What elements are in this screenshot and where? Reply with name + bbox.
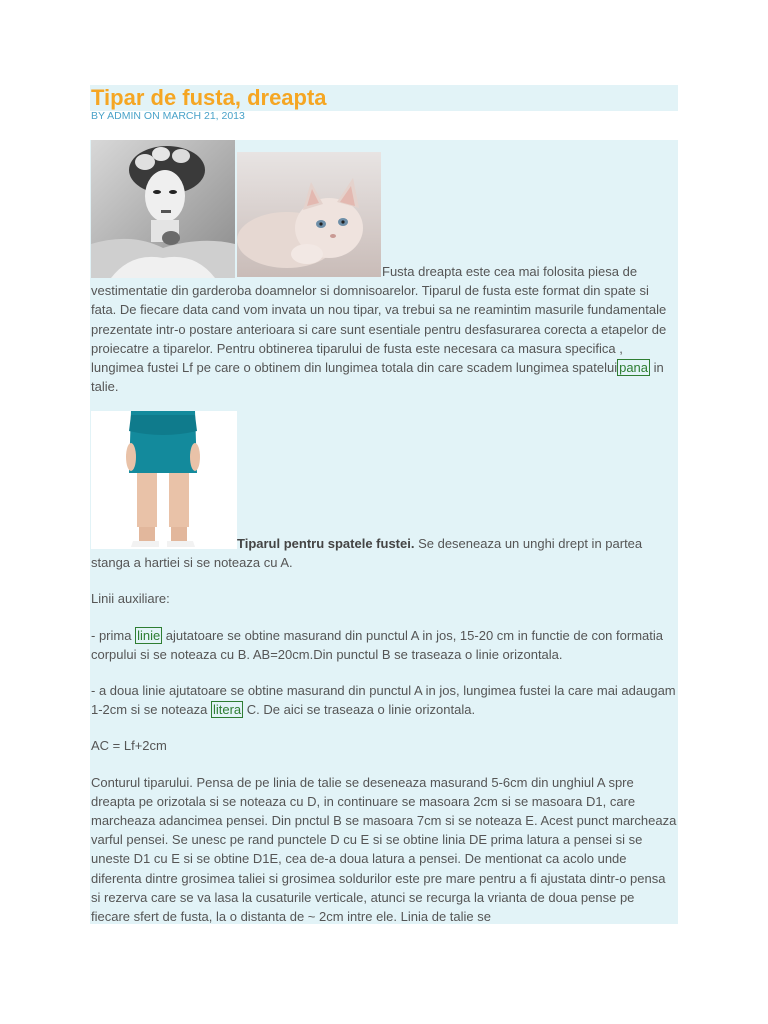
article-content <box>90 140 678 924</box>
vintage-portrait-photo <box>91 140 235 278</box>
keyword-link-linie[interactable]: linie <box>137 627 161 643</box>
kitten-photo <box>237 152 381 277</box>
intro-text: Fusta dreapta este cea mai folosita piesa de vestimentatie din garderoba doamnelor si domnisoarelor. Tiparul de fusta este format din spate si fata. De fiecare data cand vom invata un nou tipar, va trebui sa ne reamintim masurile fundamentale prezentate intr-o postare anterioara si care sunt esentiale pentru desfasurarea corecta a etapelor de proiecatre a tiparelor. Pentru obtinerea tiparului de fusta este necesara ca masura specifica , lungimea fustei Lf pe care o obtinem din lungimea totala din care scadem lungimea spatelui <box>91 264 667 376</box>
second-line-text-end: C. De aici se traseaza o linie orizontala. <box>243 702 476 718</box>
article-title[interactable]: Tipar de fusta, dreapta <box>91 85 327 110</box>
contour-paragraph: Conturul tiparului. Pensa de pe linia de talie se deseneaza masurand 5-6cm din unghiul A spre dreapta pe orizotala si se noteaza cu D, in continuare se masoara 2cm si se masoara D1, care marcheaza adancimea pensei. Din pnctul B se masoara 7cm si se noteaza E. Acest punct marcheaza varful pensei. Se unesc pe rand punctele D cu E si se obtine linia DE prima latura a pensei si se uneste D1 cu E si se obtine D1E, cea de-a doua latura a pensei. De mentionat ca acolo unde diferenta dintre grosimea taliei si grosimea soldurilor este pre mare pentru a fi ajustata dintr-o pensa si rezerva care se va lasa la cusaturile verticale, atunci se recurga la vrianta de doua pense pe fiecare sfert de fusta, la o distanta de ~ 2cm intre ele. Linia de talie se <box>91 774 677 924</box>
intro-text-end: in talie. <box>91 360 664 395</box>
article-byline[interactable]: BY ADMIN ON MARCH 21, 2013 <box>91 110 245 122</box>
auxiliary-lines-heading: Linii auxiliare: <box>91 591 170 607</box>
back-pattern-text: Se deseneaza un unghi drept in partea stanga a hartiei si se noteaza cu A. <box>91 536 643 571</box>
first-line-text-end: ajutatoare se obtine masurand din punctul A in jos, 15-20 cm in functie de con formatia corpului si se noteaza cu B. AB=20cm.Din punctul B se traseaza o linie orizontala. <box>91 627 663 662</box>
formula-paragraph: AC = Lf+2cm <box>91 738 167 754</box>
second-line-text-start: - a doua linie ajutatoare se obtine masurand din punctul A in jos, lungimea fustei la care mai adaugam 1-2cm si se noteaza <box>91 683 676 718</box>
intro-paragraph <box>91 262 677 396</box>
teal-skirt-photo <box>91 411 237 549</box>
first-line-text-start: - prima <box>91 627 136 643</box>
first-line-paragraph <box>91 626 677 664</box>
back-pattern-heading: Tiparul pentru spatele fustei. <box>237 536 415 551</box>
pattern-instructions <box>91 534 677 924</box>
keyword-link-pana[interactable]: pana <box>619 360 649 376</box>
back-pattern-paragraph <box>91 534 677 572</box>
second-line-paragraph <box>91 681 677 719</box>
keyword-link-litera[interactable]: litera <box>212 702 242 718</box>
